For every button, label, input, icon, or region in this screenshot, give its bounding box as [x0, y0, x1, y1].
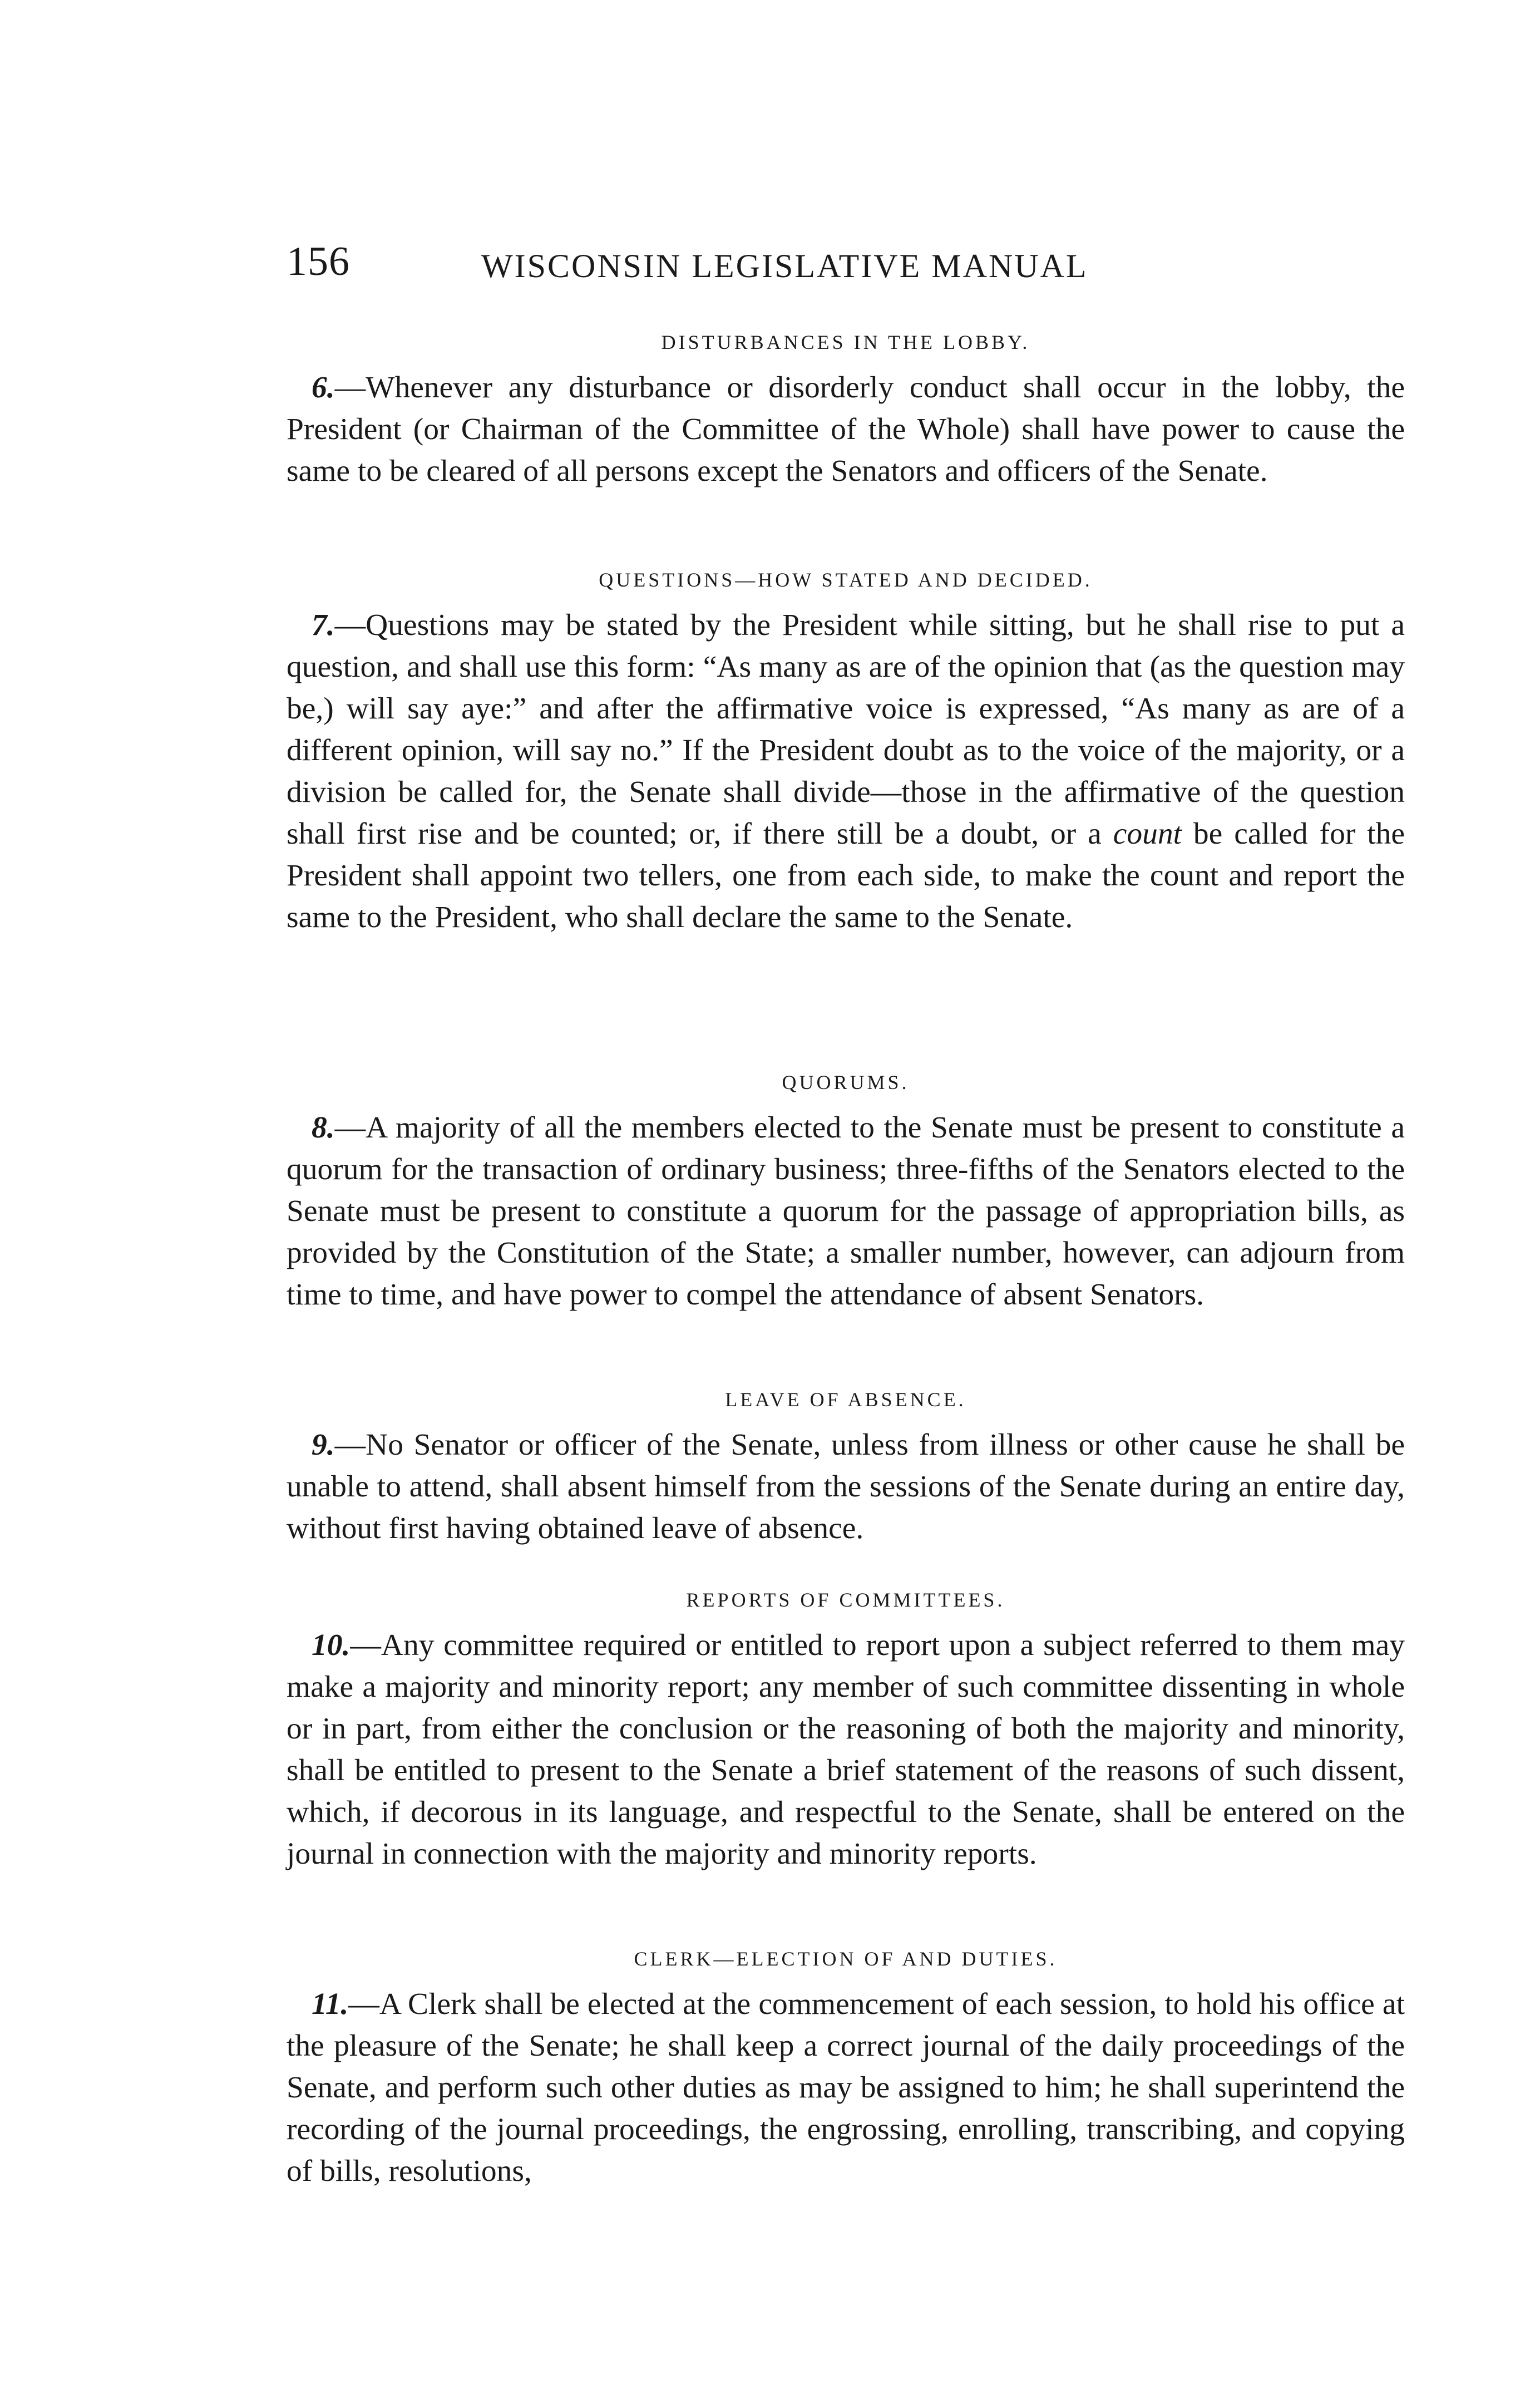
emphasized-word: count [1113, 817, 1182, 851]
rule-number: 6. [312, 371, 335, 405]
rule-number: 11. [312, 1987, 349, 2021]
section-quorums [287, 1066, 1405, 1316]
rule-number: 10. [312, 1628, 351, 1662]
section-heading: QUESTIONS—HOW STATED AND DECIDED. [599, 569, 1093, 591]
section-paragraph [287, 1424, 1405, 1549]
page-header [287, 237, 1163, 287]
section-heading: REPORTS OF COMMITTEES. [686, 1589, 1005, 1611]
section-paragraph [287, 1983, 1405, 2192]
section-heading: CLERK—ELECTION OF AND DUTIES. [634, 1948, 1058, 1970]
page-number: 156 [287, 239, 350, 284]
paragraph-text: —Whenever any disturbance or disorderly conduct shall occur in the lobby, the President (or Chairman of the Committee of the Whole) shall have power to cause the same to be cleared of all persons except the Senators and officers of the Senate. [287, 371, 1405, 488]
section-paragraph [287, 1624, 1405, 1875]
paragraph-text: —Any committee required or entitled to report upon a subject referred to them may make a majority and minority report; any member of such committee dissenting in whole or in part, from either the conclusion or the reasoning of both the majority and minority, shall be entitled to present to the Senate a brief statement of the reasons of such dissent, which, if decorous in its language, and respectful to the Senate, shall be entered on the journal in connection with the majority and minority reports. [287, 1628, 1405, 1871]
section-reports-of-committees [287, 1583, 1405, 1875]
section-disturbances-in-the-lobby [287, 326, 1405, 492]
section-heading: LEAVE OF ABSENCE. [725, 1388, 966, 1411]
section-paragraph [287, 367, 1405, 492]
paragraph-text: —Questions may be stated by the President while sitting, but he shall rise to put a question, and shall use this form: “As many as are of the opinion that (as the question may be,) will say aye:” and after the affirmative voice is expressed, “As many as are of a different opinion, will say no.” If the President doubt as to the voice of the majority, or a division be called for, the Senate shall divide—those in the affirmative of the question shall first rise and be counted; or, if there still be a doubt, or a [287, 608, 1405, 851]
rule-number: 9. [312, 1428, 335, 1462]
paragraph-text: —No Senator or officer of the Senate, unless from illness or other cause he shall be unable to attend, shall absent himself from the sessions of the Senate during an entire day, without first having obtained leave of absence. [287, 1428, 1405, 1545]
section-paragraph [287, 1107, 1405, 1316]
rule-number: 7. [312, 608, 335, 642]
section-clerk-election-and-duties [287, 1942, 1405, 2192]
section-paragraph [287, 604, 1405, 938]
paragraph-text-continued: be called for the President shall appoint two tellers, one from each side, to make the count and report the same to the President, who shall declare the same to the Senate. [287, 817, 1405, 934]
paragraph-text: —A Clerk shall be elected at the commencement of each session, to hold his office at the pleasure of the Senate; he shall keep a correct journal of the daily proceedings of the Senate, and perform such other duties as may be assigned to him; he shall superintend the recording of the journal proceedings, the engrossing, enrolling, transcribing, and copying of bills, resolutions, [287, 1987, 1405, 2188]
paragraph-text: —A majority of all the members elected to the Senate must be present to constitute a quorum for the transaction of ordinary business; three-fifths of the Senators elected to the Senate must be present to constitute a quorum for the passage of appropriation bills, as provided by the Constitution of the State; a smaller number, however, can adjourn from time to time, and have power to compel the attendance of absent Senators. [287, 1111, 1405, 1312]
section-leave-of-absence [287, 1383, 1405, 1549]
running-title: WISCONSIN LEGISLATIVE MANUAL [481, 248, 1088, 284]
section-heading: QUORUMS. [782, 1071, 910, 1093]
rule-number: 8. [312, 1111, 335, 1145]
section-questions-how-stated-and-decided [287, 563, 1405, 938]
section-heading: DISTURBANCES IN THE LOBBY. [661, 331, 1030, 353]
